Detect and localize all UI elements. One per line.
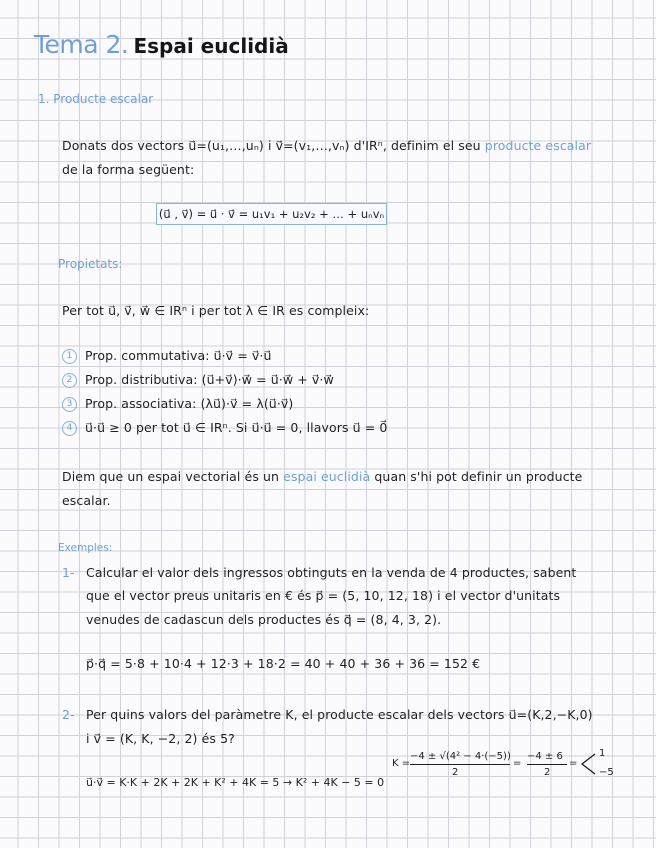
example-1-line-2: que el vector preus unitaris en € és p⃗ = (5, 10, 12, 18) i el vector d'unitats: [86, 588, 561, 603]
example-2-line-2: i v⃗ = (K, K, −2, 2) és 5?: [86, 731, 235, 746]
property-item: [62, 420, 387, 436]
quad-denominator: 2: [452, 767, 459, 778]
property-item: [62, 372, 334, 388]
quad-equals-2: =: [569, 758, 578, 769]
intro-line-1: [62, 138, 591, 153]
euclid-text: Diem que un espai vectorial és un: [62, 469, 280, 484]
propietats-intro: Per tot u⃗, v⃗, w⃗ ∈ IRⁿ i per tot λ ∈ IR es compleix:: [62, 303, 370, 318]
title-sub: Espai euclidià: [133, 34, 289, 58]
euclid-line-1: [62, 469, 582, 484]
example-1-line-1: Calcular el valor dels ingressos obtinguts en la venda de 4 productes, sabent: [86, 565, 577, 580]
example-2-calc: u⃗·v⃗ = K·K + 2K + 2K + K² + 4K = 5 → K² + 4K − 5 = 0: [86, 776, 385, 789]
number-circle-icon: 2: [62, 373, 77, 388]
propietats-heading: Propietats:: [58, 257, 123, 271]
example-2-line-1: Per quins valors del paràmetre K, el producte escalar dels vectors u⃗=(K,2,−K,0): [86, 707, 593, 722]
quad-numerator: −4 ± √(4² − 4·(−5)): [410, 751, 511, 762]
example-1-line-3: venudes de cadascun dels productes és q⃗ = (8, 4, 3, 2).: [86, 612, 442, 627]
quad-denominator-2: 2: [544, 767, 551, 778]
euclid-link: espai euclidià: [283, 469, 371, 484]
euclid-line-2: escalar.: [62, 493, 111, 508]
quad-root-1: 1: [599, 748, 606, 759]
quad-equals: =: [513, 758, 522, 769]
section-heading: 1. Producte escalar: [38, 92, 154, 106]
page-title: [34, 30, 289, 59]
quad-numerator-2: −4 ± 6: [527, 751, 563, 762]
property-text: Prop. distributiva: (u⃗+v⃗)·w⃗ = u⃗·w⃗ + v⃗·w⃗: [85, 372, 334, 387]
formula-box: (u⃗ , v⃗) = u⃗ · v⃗ = u₁v₁ + u₂v₂ + … + uₙvₙ: [156, 203, 387, 225]
quad-fraction-line-2: [527, 764, 567, 765]
branch-icon: [579, 751, 597, 777]
property-text: u⃗·u⃗ ≥ 0 per tot u⃗ ∈ IRⁿ. Si u⃗·u⃗ = 0, llavors u⃗ = 0⃗: [85, 420, 388, 435]
number-circle-icon: 1: [62, 349, 77, 364]
intro-link: producte escalar: [484, 138, 592, 153]
quad-root-2: −5: [599, 767, 614, 778]
example-1-number: 1-: [62, 565, 75, 580]
quad-fraction-line: [410, 764, 510, 765]
example-2-number: 2-: [62, 707, 75, 722]
property-text: Prop. commutativa: u⃗·v⃗ = v⃗·u⃗: [85, 348, 272, 363]
euclid-text-post: quan s'hi pot definir un producte: [374, 469, 583, 484]
intro-line-2: de la forma següent:: [62, 162, 195, 177]
number-circle-icon: 4: [62, 421, 77, 436]
property-item: [62, 396, 293, 412]
quad-lhs: K =: [392, 758, 411, 769]
intro-text: Donats dos vectors u⃗=(u₁,…,uₙ) i v⃗=(v₁,…,vₙ) d'IRⁿ, definim el seu: [62, 138, 481, 153]
property-item: [62, 348, 272, 364]
property-text: Prop. associativa: (λu⃗)·v⃗ = λ(u⃗·v⃗): [85, 396, 294, 411]
number-circle-icon: 3: [62, 397, 77, 412]
exemples-heading: Exemples:: [58, 542, 113, 554]
title-main: Tema 2.: [34, 30, 129, 59]
example-1-calc: p⃗·q⃗ = 5·8 + 10·4 + 12·3 + 18·2 = 40 + 40 + 36 + 36 = 152 €: [86, 656, 481, 671]
